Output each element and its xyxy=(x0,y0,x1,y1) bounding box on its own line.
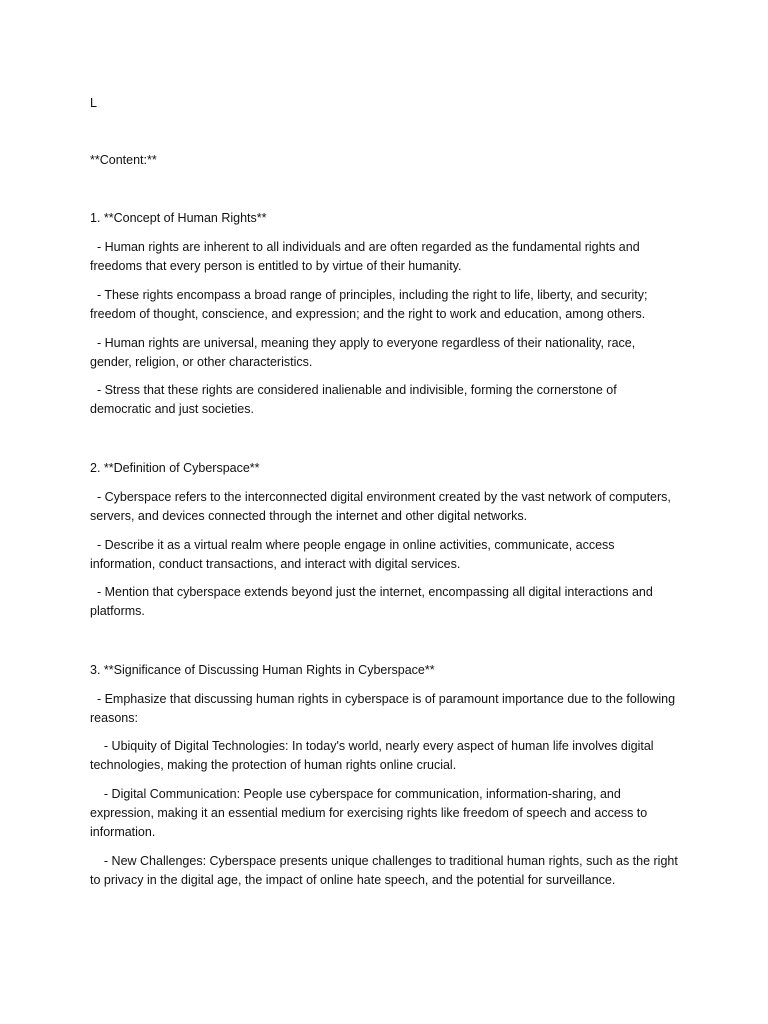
section-paragraph: - Emphasize that discussing human rights in cyberspace is of paramount importance due to the following reasons: xyxy=(90,692,679,725)
first-line: L xyxy=(90,96,97,110)
content-heading: **Content:** xyxy=(90,153,157,167)
section-paragraph: - Cyberspace refers to the interconnected digital environment created by the vast network of computers, servers, and devices connected through the internet and other digital networks. xyxy=(90,490,675,523)
section-paragraph: - Human rights are inherent to all individuals and are often regarded as the fundamental rights and freedoms that every person is entitled to by virtue of their humanity. xyxy=(90,240,644,273)
section-title: 3. **Significance of Discussing Human Rights in Cyberspace** xyxy=(90,663,435,677)
section-title: 1. **Concept of Human Rights** xyxy=(90,211,267,225)
section-paragraph: - Digital Communication: People use cyberspace for communication, information-sharing, and expression, making it an essential medium for exercising rights like freedom of speech and access to information. xyxy=(90,787,651,839)
section-paragraph: - New Challenges: Cyberspace presents unique challenges to traditional human rights, such as the right to privacy in the digital age, the impact of online hate speech, and the potential for surveillance. xyxy=(90,854,682,887)
section-paragraph: - These rights encompass a broad range of principles, including the right to life, liberty, and security; freedom of thought, conscience, and expression; and the right to work and education, among others. xyxy=(90,288,651,321)
section-title: 2. **Definition of Cyberspace** xyxy=(90,461,260,475)
section-paragraph: - Describe it as a virtual realm where people engage in online activities, communicate, access information, conduct transactions, and interact with digital services. xyxy=(90,538,619,571)
section-paragraph: - Ubiquity of Digital Technologies: In today's world, nearly every aspect of human life involves digital technologies, making the protection of human rights online crucial. xyxy=(90,739,658,772)
section-paragraph: - Mention that cyberspace extends beyond just the internet, encompassing all digital interactions and platforms. xyxy=(90,585,657,618)
section-paragraph: - Human rights are universal, meaning they apply to everyone regardless of their nationality, race, gender, religion, or other characteristics. xyxy=(90,336,639,369)
section-paragraph: - Stress that these rights are considered inalienable and indivisible, forming the cornerstone of democratic and just societies. xyxy=(90,383,621,416)
